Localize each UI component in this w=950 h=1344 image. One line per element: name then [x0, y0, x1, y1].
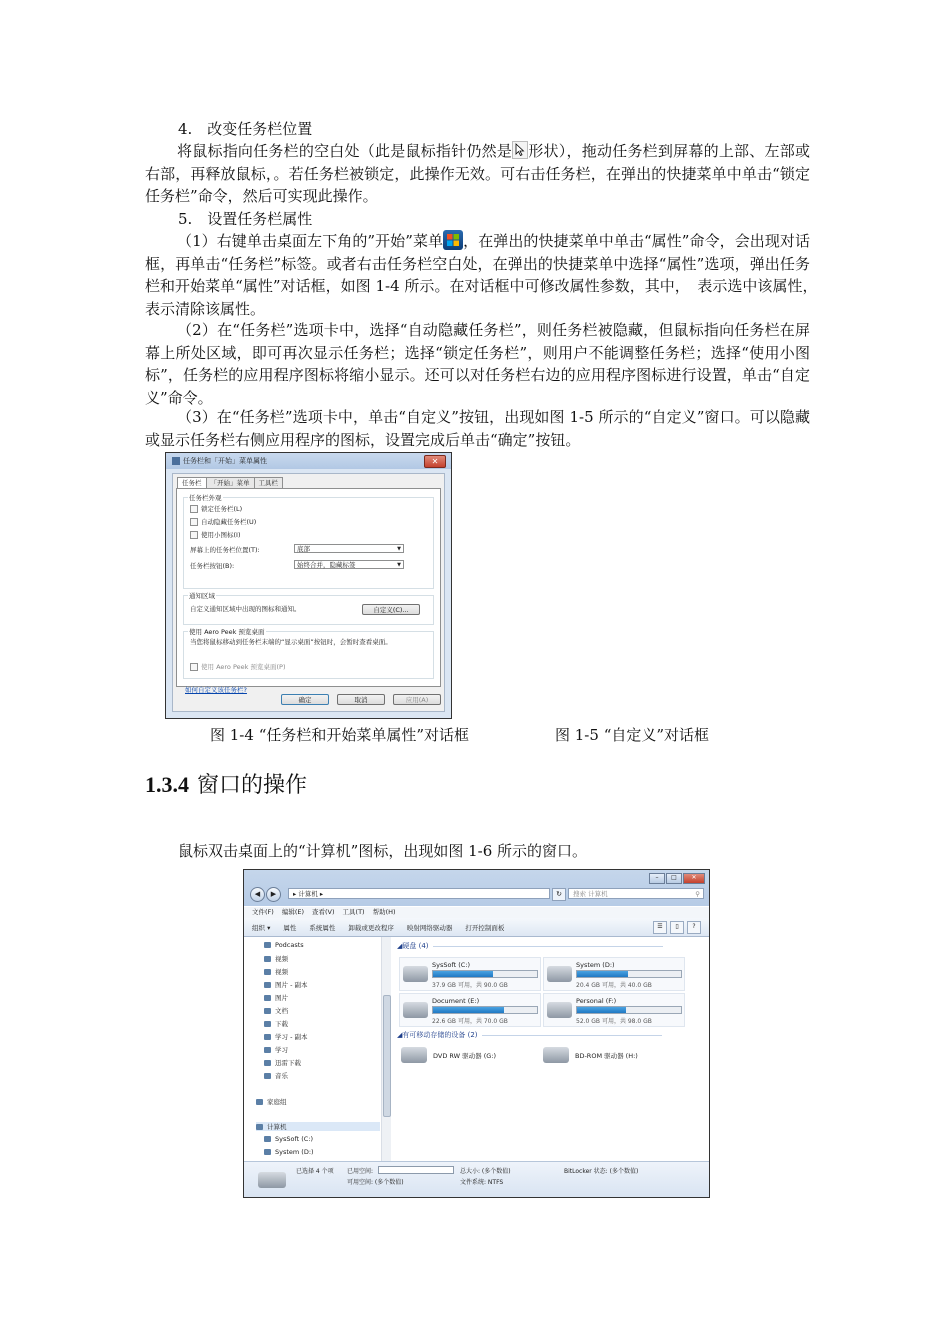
section-number: 1.3.4 [145, 772, 189, 797]
customize-button[interactable]: 自定义(C)... [362, 604, 420, 615]
section-title: 窗口的操作 [197, 773, 308, 798]
menu-bar [244, 907, 709, 918]
checkbox-label: 使用小图标(I) [201, 531, 241, 539]
content-pane [391, 937, 709, 1161]
collapse-icon: ◢ [397, 1031, 403, 1039]
download-icon [264, 1021, 271, 1027]
free-space-label: 可用空间: (多个数值) [347, 1179, 404, 1186]
homegroup-icon [256, 1099, 263, 1105]
nav-item-homegroup[interactable] [256, 1097, 287, 1106]
refresh-button[interactable]: ↻ [552, 888, 566, 901]
nav-item-study[interactable] [264, 1045, 288, 1054]
drive-usage-bar [432, 970, 538, 978]
nav-label: 文档 [275, 1007, 288, 1015]
nav-item-syssoft[interactable] [264, 1135, 313, 1143]
select-value: 底部 [297, 545, 310, 553]
nav-label: 家庭组 [267, 1098, 287, 1106]
drive-tile[interactable] [399, 993, 541, 1027]
video-icon [264, 969, 271, 975]
nav-label: Podcasts [275, 941, 304, 949]
menu-view[interactable]: 查看(V) [312, 908, 335, 916]
aero-peek-checkbox[interactable] [190, 662, 285, 671]
drive-free-space: 22.6 GB 可用，共 70.0 GB [432, 1018, 508, 1025]
drive-usage-fill [577, 1007, 626, 1013]
map-network-drive-button[interactable]: 映射网络驱动器 [406, 923, 453, 932]
tab-toolbars[interactable]: 工具栏 [254, 477, 284, 488]
uninstall-program-button[interactable]: 卸载或更改程序 [348, 923, 394, 932]
figure-1-5-caption: 图 1-5 “自定义”对话框 [555, 726, 710, 744]
collapse-icon: ◢ [397, 942, 403, 950]
scroll-thumb[interactable] [383, 995, 391, 1117]
system-properties-button[interactable]: 系统属性 [309, 923, 336, 932]
navigation-pane [244, 937, 391, 1161]
nav-label: System (D:) [275, 1148, 314, 1156]
preview-pane-icon[interactable]: ▯ [670, 921, 684, 934]
nav-item-pictures[interactable] [264, 993, 288, 1002]
drive-free-space: 20.4 GB 可用，共 40.0 GB [576, 982, 652, 989]
nav-item-study-copy[interactable] [264, 1032, 307, 1041]
picture-icon [264, 982, 271, 988]
dvd-drive-icon [401, 1047, 427, 1063]
help-icon[interactable]: ? [687, 921, 701, 934]
checkbox-box[interactable] [190, 663, 198, 671]
file-system: 文件系统: NTFS [460, 1179, 504, 1186]
drive-icon [264, 1149, 271, 1155]
section-1-3-4-heading [145, 768, 307, 799]
drive-name: System (D:) [576, 961, 615, 969]
notification-area-text: 自定义通知区域中出现的图标和通知。 [190, 605, 301, 613]
computer-icon [256, 1124, 263, 1130]
nav-scrollbar[interactable] [381, 937, 391, 1161]
apply-button[interactable]: 应用(A) [393, 694, 441, 705]
drive-tile[interactable] [543, 993, 685, 1027]
maximize-button[interactable]: □ [666, 873, 682, 884]
document-icon [264, 1008, 271, 1014]
dialog-body [172, 473, 445, 712]
tab-taskbar[interactable]: 任务栏 [177, 477, 207, 488]
taskbar-buttons-label: 任务栏按钮(B): [190, 562, 235, 570]
aero-peek-text: 当您将鼠标移动到任务栏末端的“显示桌面”按钮时，会暂时查看桌面。 [190, 638, 392, 646]
menu-edit[interactable]: 编辑(E) [281, 908, 304, 916]
nav-item-system[interactable] [264, 1148, 314, 1156]
menu-help[interactable]: 帮助(H) [372, 908, 396, 916]
nav-item-podcasts[interactable] [264, 941, 304, 949]
taskbar-properties-dialog [165, 452, 452, 719]
group-legend: 通知区域 [189, 592, 215, 600]
checkbox-label: 使用 Aero Peek 预览桌面(P) [201, 663, 286, 671]
hard-disk-group-header[interactable] [397, 941, 663, 951]
ok-button[interactable]: 确定 [281, 694, 329, 705]
drive-name: Document (E:) [432, 997, 480, 1005]
close-button[interactable]: ✕ [683, 873, 705, 884]
group-title: 有可移动存储的设备 (2) [402, 1031, 478, 1039]
folder-icon [264, 1060, 271, 1066]
back-button[interactable]: ◀ [250, 887, 265, 902]
forward-button[interactable]: ▶ [266, 887, 281, 902]
nav-label: 音乐 [275, 1072, 288, 1080]
address-bar[interactable] [288, 888, 550, 899]
small-icons-checkbox[interactable] [190, 530, 241, 539]
checkbox-box[interactable] [190, 505, 198, 513]
picture-icon [264, 995, 271, 1001]
dialog-titlebar [166, 453, 451, 469]
total-size: 总大小: (多个数值) [460, 1168, 511, 1175]
bitlocker-status: BitLocker 状态: (多个数值) [564, 1168, 639, 1175]
para-text: ，在弹出的快捷菜单中单击“属性”命令，会出现对话框，再单击“任务栏”标签。或者右击任务栏空白处，在弹出的快捷菜单中选择“属性”选项，弹出任务栏和开始菜单“属性”对话框，如图 1-4 所示。在对话框中可修改属性参数，其中， 表示选中该属性， 表示清除该属性。 [145, 232, 826, 318]
group-legend: 使用 Aero Peek 预览桌面 [189, 628, 265, 636]
bd-drive[interactable] [543, 1047, 638, 1063]
search-icon: ⚲ [695, 890, 700, 898]
taskbar-appearance-group [183, 494, 434, 589]
cancel-button[interactable]: 取消 [337, 694, 385, 705]
nav-label: 计算机 [267, 1123, 287, 1131]
section-5-paragraph-1 [145, 230, 826, 320]
properties-button[interactable]: 属性 [283, 923, 297, 932]
drive-name: DVD RW 驱动器 (G:) [433, 1051, 497, 1060]
chevron-down-icon: ▼ [397, 546, 401, 552]
checkbox-label: 锁定任务栏(L) [201, 505, 243, 513]
nav-label: 下载 [275, 1020, 288, 1028]
para-text: 形状），拖动任务栏到屏幕的上部、左部或右部，再释放鼠标，。若任务栏被锁定，此操作无效。可右击任务栏，在弹出的快捷菜单中单击“锁定任务栏”命令，然后可实现此操作。 [145, 142, 810, 205]
drive-icon [547, 1002, 572, 1018]
section-5-paragraph-2: （2）在“任务栏”选项卡中，选择“自动隐藏任务栏”，则任务栏被隐藏，但鼠标指向任务栏在屏幕上所处区域，即可再次显示任务栏；选择“锁定任务栏”，则用户不能调整任务栏；选择“使用小图标”，任务栏的应用程序图标将缩小显示。还可以对任务栏右边的应用程序图标进行设置，单击“自定义”命令。 [145, 321, 810, 407]
used-space-label: 已用空间: [347, 1168, 374, 1175]
dialog-close-button[interactable]: ✕ [424, 455, 446, 468]
used-space-bar [378, 1166, 454, 1174]
nav-item-documents[interactable] [264, 1006, 288, 1015]
aero-peek-group [183, 628, 434, 679]
address-text: ▸ 计算机 ▸ [293, 890, 324, 898]
taskbar-position-label: 屏幕上的任务栏位置(T): [190, 546, 260, 554]
command-bar [244, 918, 709, 937]
drive-free-space: 52.0 GB 可用，共 98.0 GB [576, 1018, 652, 1025]
section-1-3-4-paragraph: 鼠标双击桌面上的“计算机”图标，出现如图 1-6 所示的窗口。 [178, 842, 588, 860]
drives-icon [258, 1172, 286, 1188]
arrow-cursor-icon [512, 141, 528, 159]
section-4-paragraph [145, 140, 810, 208]
drive-icon [547, 966, 572, 982]
para-text: 将鼠标指向任务栏的空白处（此是鼠标指针仍然是 [177, 142, 513, 160]
section-5-heading: 5. 设置任务栏属性 [178, 210, 313, 228]
details-pane [244, 1161, 709, 1197]
select-value: 始终合并，隐藏标签 [297, 561, 356, 569]
drive-tile[interactable] [399, 957, 541, 991]
section-5-paragraph-3: （3）在“任务栏”选项卡中，单击“自定义”按钮，出现如图 1-5 所示的“自定义”窗口。可以隐藏或显示任务栏右侧应用程序的图标，设置完成后单击“确定”按钮。 [145, 408, 810, 449]
dialog-app-icon [172, 457, 180, 465]
figure-1-4-caption: 图 1-4 “任务栏和开始菜单属性”对话框 [210, 726, 470, 744]
nav-label: 视频 [275, 968, 288, 976]
computer-explorer-window [243, 869, 710, 1198]
nav-label: 图片 [275, 994, 288, 1002]
drive-usage-fill [433, 1007, 504, 1013]
chevron-down-icon: ▼ [397, 562, 401, 568]
search-placeholder: 搜索 计算机 [573, 890, 608, 898]
autohide-taskbar-checkbox[interactable] [190, 517, 256, 526]
dialog-tabs [177, 477, 444, 488]
drive-icon [264, 1136, 271, 1142]
window-chrome [244, 870, 709, 906]
drive-usage-bar [576, 1006, 682, 1014]
group-divider [482, 1035, 662, 1036]
nav-label: 视频 [275, 955, 288, 963]
podcast-icon [264, 942, 271, 948]
nav-item-downloads[interactable] [264, 1019, 288, 1028]
drive-free-space: 37.9 GB 可用，共 90.0 GB [432, 982, 508, 989]
window-controls [648, 873, 705, 884]
folder-icon [264, 1047, 271, 1053]
section-4-heading: 4. 改变任务栏位置 [178, 120, 313, 138]
nav-item-thunder-downloads[interactable] [264, 1058, 301, 1067]
music-icon [264, 1073, 271, 1079]
folder-icon [264, 1034, 271, 1040]
bd-drive-icon [543, 1047, 569, 1063]
organize-button[interactable]: 组织 ▾ [252, 923, 271, 932]
tab-panel [176, 488, 441, 694]
drive-name: SysSoft (C:) [432, 961, 471, 969]
checkbox-box[interactable] [190, 531, 198, 539]
menu-file[interactable]: 文件(F) [252, 908, 274, 916]
drive-usage-bar [432, 1006, 538, 1014]
drive-usage-fill [577, 971, 628, 977]
menu-tools[interactable]: 工具(T) [342, 908, 365, 916]
dvd-drive[interactable] [401, 1047, 496, 1063]
minimize-button[interactable]: – [649, 873, 665, 884]
open-control-panel-button[interactable]: 打开控制面板 [465, 923, 505, 932]
nav-item-video-2[interactable] [264, 967, 288, 976]
video-icon [264, 956, 271, 962]
tab-start-menu[interactable]: 「开始」菜单 [206, 477, 255, 488]
taskbar-position-select[interactable] [294, 544, 404, 553]
change-view-icon[interactable]: ☰ [653, 921, 667, 934]
drive-tile[interactable] [543, 957, 685, 991]
nav-item-video[interactable] [264, 954, 288, 963]
nav-label: 学习 [275, 1046, 288, 1054]
nav-label: SysSoft (C:) [275, 1135, 314, 1143]
group-divider [433, 946, 663, 947]
search-input[interactable] [568, 888, 704, 899]
dialog-title: 任务栏和「开始」菜单属性 [183, 457, 267, 465]
start-menu-icon [443, 230, 463, 250]
group-legend: 任务栏外观 [189, 494, 222, 502]
drive-usage-bar [576, 970, 682, 978]
taskbar-buttons-select[interactable] [294, 560, 404, 569]
drive-name: BD-ROM 驱动器 (H:) [575, 1051, 638, 1060]
nav-label: 图片 - 副本 [275, 981, 308, 989]
drive-icon [403, 1002, 428, 1018]
checkbox-label: 自动隐藏任务栏(U) [201, 518, 257, 526]
view-controls [650, 921, 701, 934]
lock-taskbar-checkbox[interactable] [190, 504, 242, 513]
notification-area-group [183, 592, 434, 625]
nav-item-pictures-copy[interactable] [264, 980, 307, 989]
group-title: 硬盘 (4) [402, 942, 429, 950]
nav-label: 迅雷下载 [275, 1059, 301, 1067]
nav-item-music[interactable] [264, 1071, 288, 1080]
selected-count: 已选择 4 个项 [296, 1168, 334, 1175]
drive-usage-fill [433, 971, 493, 977]
drive-name: Personal (F:) [576, 997, 617, 1005]
checkbox-box[interactable] [190, 518, 198, 526]
para-text: （1）右键单击桌面左下角的”开始”菜单 [177, 232, 444, 250]
nav-item-computer[interactable] [256, 1122, 380, 1131]
nav-label: 学习 - 副本 [275, 1033, 308, 1041]
system-drive-icon [403, 966, 428, 982]
help-link[interactable]: 如何自定义该任务栏? [185, 686, 247, 694]
removable-group-header[interactable] [397, 1030, 662, 1040]
